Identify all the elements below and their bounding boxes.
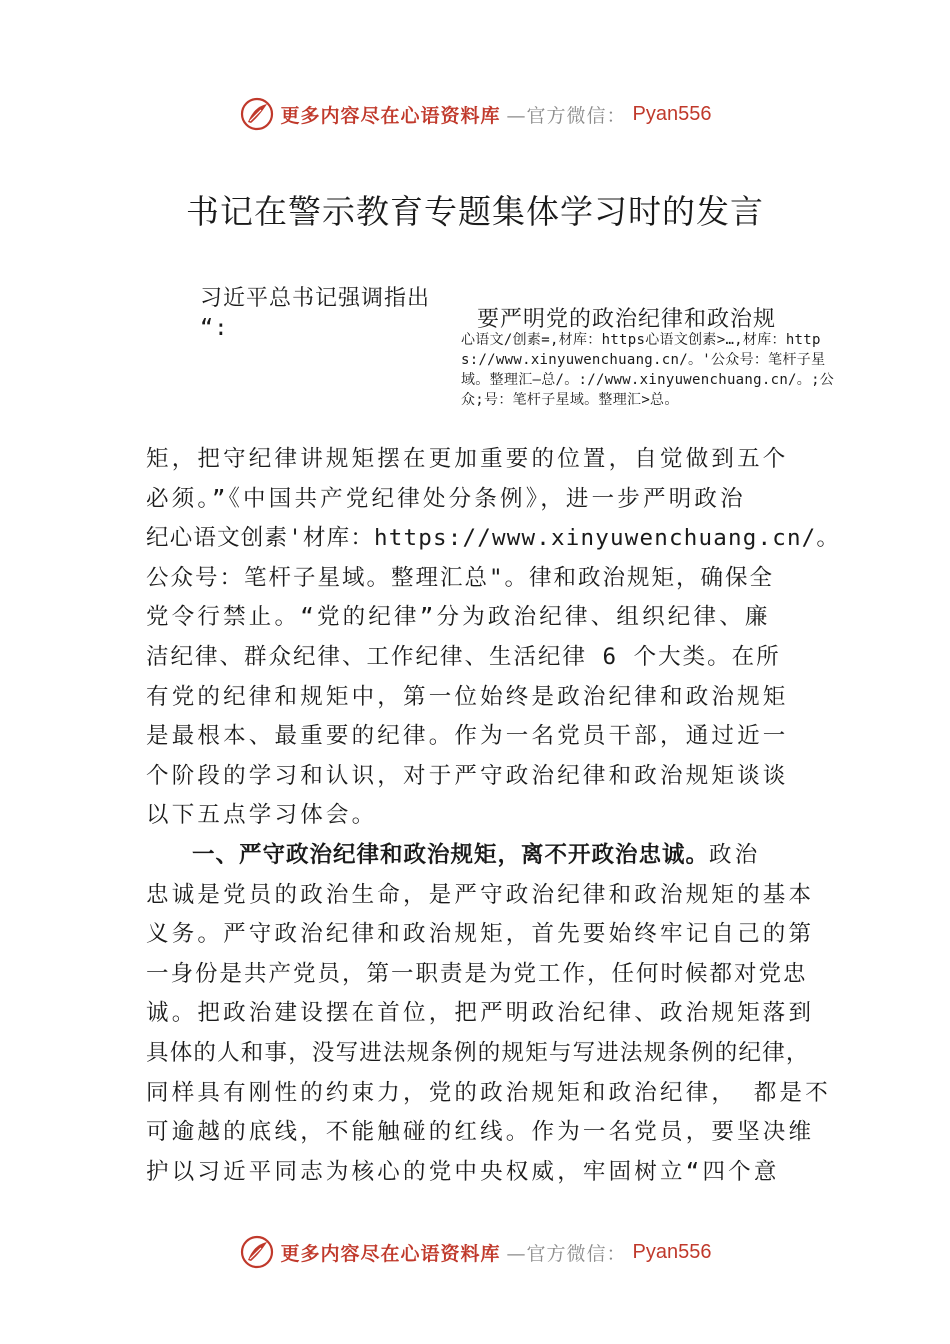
intro-watermark-note: 心语文/创素=,材库：https心语文创素>…,材库：https://www.xinyuwenchuang.cn/。'公众号：笔杆子星域。整理汇—总/。://www.xinyuwenchuang.cn/。;公众;号：笔杆子星域。整理汇>总。 — [461, 332, 835, 408]
banner-wechat-id: Pyan556 — [632, 1240, 712, 1263]
body-line: 具体的人和事，没写进法规条例的规矩与写进法规条例的纪律， — [146, 1039, 810, 1066]
body-line: 纪心语文创素'材库：https://www.xinyuwenchuang.cn/。 — [146, 525, 841, 552]
section1-first-tail: 政治 — [709, 841, 761, 868]
document-body — [146, 440, 846, 1192]
document-title: 书记在警示教育专题集体学习时的发言 — [186, 192, 764, 231]
intro-left-block — [200, 284, 460, 344]
banner-library-text: 更多内容尽在心语资料库 — [280, 104, 501, 127]
intro-right-text: 要严明党的政治纪律和政治规 — [477, 307, 777, 332]
banner-library-text: 更多内容尽在心语资料库 — [280, 1242, 501, 1265]
logo-icon — [239, 96, 275, 132]
body-line: 义务。严守政治纪律和政治规矩，首先要始终牢记自己的第 — [146, 921, 815, 948]
body-line: 有党的纪律和规矩中，第一位始终是政治纪律和政治规矩 — [146, 683, 789, 710]
body-line: 党令行禁止。“党的纪律”分为政治纪律、组织纪律、廉 — [146, 604, 771, 631]
body-line: 个阶段的学习和认识，对于严守政治纪律和政治规矩谈谈 — [146, 762, 789, 789]
body-line: 同样具有刚性的约束力，党的政治规矩和政治纪律， 都是不 — [146, 1079, 831, 1106]
body-line: 以下五点学习体会。 — [146, 802, 378, 829]
banner-wechat-id: Pyan556 — [632, 102, 712, 125]
section1-heading: 一、严守政治纪律和政治规矩，离不开政治忠诚。 — [192, 841, 710, 868]
section1-first-line — [146, 836, 846, 876]
body-line: 矩，把守纪律讲规矩摆在更加重要的位置，自觉做到五个 — [146, 446, 789, 472]
body-line: 护以习近平同志为核心的党中央权威，牢固树立“四个意 — [146, 1158, 780, 1185]
header-banner — [0, 94, 950, 134]
body-line: 忠诚是党员的政治生命，是严守政治纪律和政治规矩的基本 — [146, 881, 815, 908]
body-line: 诚。把政治建设摆在首位，把严明政治纪律、政治规矩落到 — [146, 1000, 815, 1027]
body-line: 是最根本、最重要的纪律。作为一名党员干部，通过近一 — [146, 723, 789, 750]
banner-wechat-label: —官方微信： — [506, 1242, 627, 1265]
body-line: 可逾越的底线，不能触碰的红线。作为一名党员，要坚决维 — [146, 1119, 815, 1146]
body-line: 洁纪律、群众纪律、工作纪律、生活纪律 6 个大类。在所 — [146, 643, 781, 670]
intro-left-line1: 习近平总书记强调指出 — [200, 286, 431, 311]
body-line: 一身份是共产党员，第一职责是为党工作，任何时候都对党忠 — [146, 960, 808, 987]
body-line: 必须。”《中国共产党纪律处分条例》，进一步严明政治 — [146, 485, 746, 512]
logo-icon — [239, 1234, 275, 1270]
intro-left-line2: “: — [200, 316, 229, 341]
body-line: 公众号：笔杆子星域。整理汇总"。律和政治规矩，确保全 — [146, 564, 775, 591]
banner-wechat-label: —官方微信： — [506, 104, 627, 127]
footer-banner — [0, 1232, 950, 1272]
